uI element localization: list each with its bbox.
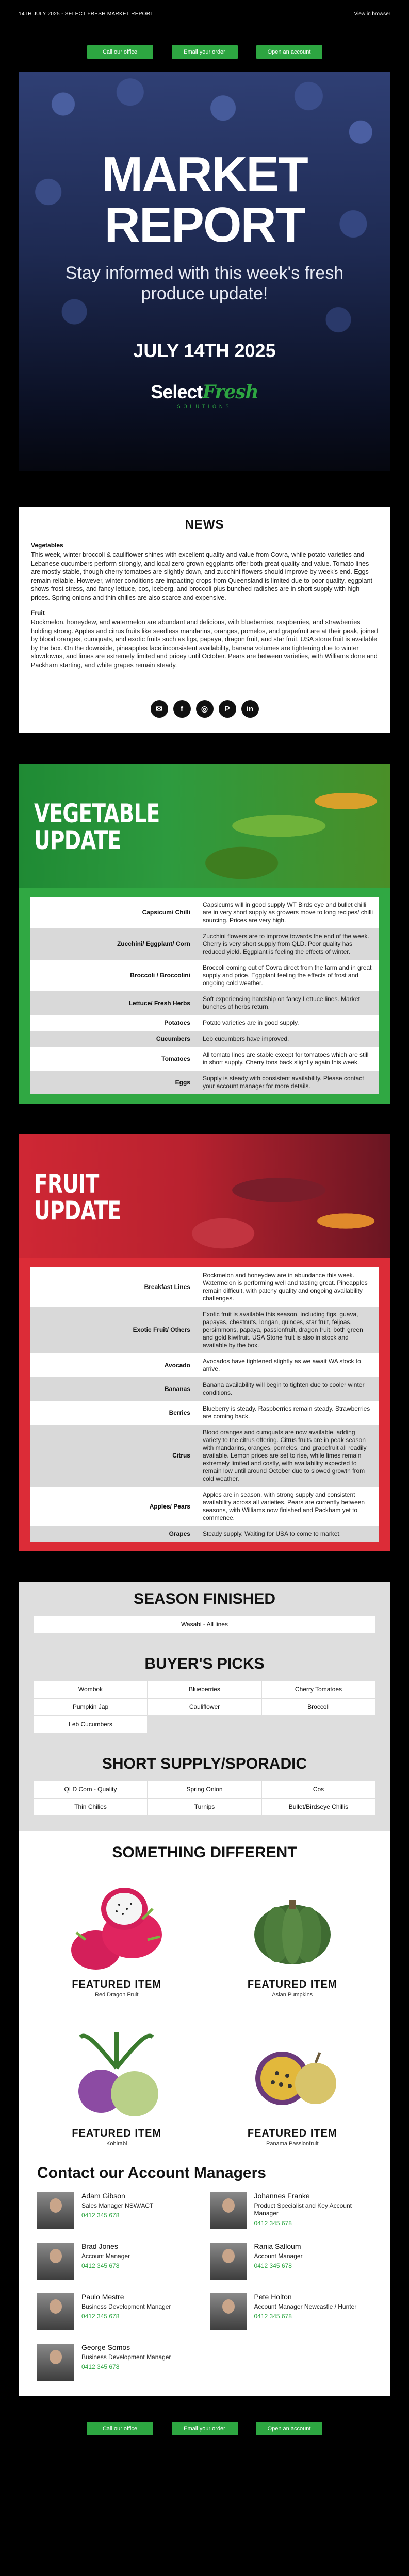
- hero-banner: [19, 72, 390, 471]
- contact-role: Sales Manager NSW/ACT: [81, 2202, 154, 2209]
- logo-fresh: Fresh: [202, 381, 258, 403]
- row-name: Berries: [169, 1409, 190, 1416]
- contact-name: Brad Jones: [81, 2242, 118, 2250]
- featured-name: Asian Pumpkins: [272, 1992, 313, 1998]
- table-row: [30, 1425, 379, 1487]
- featured-item: [205, 1873, 381, 1998]
- contact-role: Business Development Manager: [81, 2303, 171, 2310]
- avatar: [37, 2192, 74, 2229]
- top-button-row: [0, 45, 409, 59]
- row-name: Breakfast Lines: [144, 1283, 190, 1291]
- contact-phone[interactable]: 0412 345 678: [254, 2219, 292, 2227]
- row-desc: Zucchini flowers are to improve towards the end of the week. Cherry is very short supply from QLD. Poor quality has reduced yield. Eggplant is feeling the effects of winter.: [198, 928, 379, 960]
- news-veg-text: This week, winter broccoli & cauliflower shines with excellent quality and value from Covra, while potato varieties and Lebanese cucumbers perform strongly, and local zero-grown eggplants offer both great quality and value. Tomato lines are mostly stable, though cherry tomatoes are slightly down, and zucchini flowers should improve by week's end. Eggs remain reliable. However, winter conditions are impacting crops from Queensland is limited due to poor quality, eggplant shows frost stress, and fancy lettuce, cos, iceberg, and broccoli plus bunched radishes are in short supply with high prices. Spring onions and thin chilies are also scarce and expensive.: [31, 551, 372, 601]
- bottom-bar: [0, 2396, 409, 2468]
- kohlrabi-image: [65, 2022, 168, 2125]
- table-cell: Blueberries: [148, 1681, 261, 1698]
- asian-pumpkin-image: [241, 1873, 344, 1976]
- open-account-button[interactable]: Open an account: [256, 2422, 322, 2435]
- email-icon[interactable]: ✉: [151, 700, 168, 718]
- table-row: [30, 1047, 379, 1071]
- contacts-section: [19, 2162, 390, 2396]
- view-in-browser-link[interactable]: View in browser: [354, 11, 390, 17]
- table-cell: QLD Corn - Quality: [34, 1781, 147, 1798]
- featured-grid: [29, 1873, 380, 2147]
- facebook-icon[interactable]: f: [173, 700, 191, 718]
- table-row: [30, 960, 379, 991]
- contact-card: [37, 2293, 200, 2330]
- table-cell: Spring Onion: [148, 1781, 261, 1798]
- contact-card: [37, 2344, 200, 2381]
- vegetable-header-image: [19, 764, 390, 888]
- table-row: [30, 928, 379, 960]
- contacts-title: Contact our Account Managers: [37, 2164, 266, 2181]
- table-cell: [148, 1716, 261, 1733]
- featured-item: [29, 2022, 205, 2147]
- contact-name: Johannes Franke: [254, 2192, 310, 2200]
- contact-name: George Somos: [81, 2343, 130, 2351]
- row-desc: Apples are in season, with strong supply and consistent availability across all varieties. Pears are currently between seasons, with Williams now finished and Packham yet to commence.: [202, 1491, 365, 1521]
- table-row: [30, 1526, 379, 1542]
- email-order-button[interactable]: Email your order: [172, 2422, 238, 2435]
- featured-item: [29, 1873, 205, 1998]
- avatar: [210, 2293, 247, 2330]
- season-finished-table: [33, 1615, 376, 1634]
- avatar: [37, 2344, 74, 2381]
- news-section: [19, 507, 390, 690]
- contact-role: Account Manager Newcastle / Hunter: [254, 2303, 357, 2310]
- short-supply-table: [33, 1780, 376, 1816]
- preheader-text: 14TH JULY 2025 - SELECT FRESH MARKET REPORT: [19, 11, 154, 17]
- row-desc: Supply is steady with consistent availability. Please contact your account manager for more details.: [198, 1071, 379, 1094]
- buyers-picks-section: [19, 1645, 390, 1745]
- something-different-title: SOMETHING DIFFERENT: [112, 1844, 297, 1861]
- contact-card: [210, 2293, 372, 2330]
- news-fruit-heading: Fruit: [31, 609, 45, 616]
- news-veg-heading: Vegetables: [31, 541, 63, 549]
- row-name: Zucchini/ Eggplant/ Corn: [30, 928, 198, 960]
- featured-label: FEATURED ITEM: [72, 2128, 162, 2139]
- buyers-picks-title: BUYER'S PICKS: [144, 1655, 265, 1672]
- contact-role: Product Specialist and Key Account Manager: [254, 2202, 352, 2217]
- buyers-picks-table: [33, 1680, 376, 1734]
- featured-name: Kohlrabi: [106, 2141, 127, 2147]
- table-row: [30, 1307, 379, 1353]
- hero-title: [19, 149, 390, 250]
- vegetable-update-section: [19, 764, 390, 1104]
- short-supply-section: [19, 1745, 390, 1831]
- table-cell: Turnips: [148, 1799, 261, 1815]
- contact-phone[interactable]: 0412 345 678: [254, 2313, 292, 2320]
- row-name: Broccoli / Broccolini: [130, 972, 190, 979]
- passionfruit-image: [241, 2022, 344, 2125]
- table-row: [30, 991, 379, 1015]
- email-order-button[interactable]: Email your order: [172, 45, 238, 59]
- row-name: Eggs: [30, 1071, 198, 1094]
- row-desc: Capsicums will in good supply WT Birds eye and bullet chilli are in very short supply as growers move to long recipes/ chilli sourcing. Prices are very high.: [202, 901, 373, 924]
- featured-item: [205, 2022, 381, 2147]
- row-name: Lettuce/ Fresh Herbs: [30, 991, 198, 1015]
- select-fresh-logo: [19, 381, 390, 409]
- table-cell: Cauliflower: [148, 1699, 261, 1715]
- contact-name: Adam Gibson: [81, 2192, 125, 2200]
- row-name: Grapes: [30, 1526, 198, 1542]
- row-name: Tomatoes: [161, 1055, 190, 1062]
- contact-phone[interactable]: 0412 345 678: [254, 2262, 292, 2269]
- contact-card: [210, 2243, 372, 2280]
- table-row: [34, 1616, 375, 1633]
- contact-name: Pete Holton: [254, 2293, 292, 2301]
- row-desc: Potato varieties are in good supply.: [202, 1019, 299, 1026]
- row-name: Exotic Fruit/ Others: [30, 1307, 198, 1353]
- hero-subtitle: Stay informed with this week's fresh produce update!: [65, 263, 344, 303]
- table-row: [34, 1681, 375, 1698]
- vegetable-update-title: VEGETABLE UPDATE: [34, 799, 160, 855]
- featured-name: Red Dragon Fruit: [95, 1992, 139, 1998]
- vegetable-table: [30, 897, 379, 1094]
- logo-tagline: SOLUTIONS: [177, 404, 232, 409]
- row-name: Citrus: [30, 1425, 198, 1487]
- fruit-update-section: [19, 1134, 390, 1551]
- row-desc: Leb cucumbers have improved.: [198, 1031, 379, 1047]
- row-desc: Rockmelon and honeydew are in abundance this week. Watermelon is performing well and tasting great. Pineapples remain difficult, with patchy quality and ongoing availability challenges.: [202, 1272, 368, 1302]
- contact-card: [37, 2243, 200, 2280]
- table-row: [34, 1699, 375, 1715]
- table-cell: Cherry Tomatoes: [262, 1681, 375, 1698]
- pinterest-icon[interactable]: P: [219, 700, 236, 718]
- featured-label: FEATURED ITEM: [72, 1979, 162, 1990]
- table-row: [34, 1781, 375, 1798]
- contact-phone[interactable]: 0412 345 678: [81, 2212, 120, 2219]
- row-desc: Exotic fruit is available this season, including figs, guava, papayas, chestnuts, longan, quinces, star fruit, feijoas, persimmons, papaya, passionfruit, dragon fruit, both green and gold kiwifruit. USA Stone fruit is also in stock and available by the box.: [198, 1307, 379, 1353]
- table-cell: Cos: [262, 1781, 375, 1798]
- contact-name: Rania Salloum: [254, 2242, 301, 2250]
- row-desc: Soft experiencing hardship on fancy Lettuce lines. Market bunches of herbs return.: [198, 991, 379, 1015]
- contact-role: Account Manager: [254, 2252, 303, 2260]
- table-row: [34, 1716, 375, 1733]
- contact-card: [210, 2192, 372, 2229]
- contact-name: Paulo Mestre: [81, 2293, 124, 2301]
- table-cell: Thin Chilies: [34, 1799, 147, 1815]
- row-name: Bananas: [30, 1377, 198, 1401]
- season-finished-title: SEASON FINISHED: [133, 1590, 276, 1607]
- hero-date: JULY 14TH 2025: [133, 340, 276, 361]
- contact-phone[interactable]: 0412 345 678: [81, 2363, 120, 2370]
- table-row: [30, 1071, 379, 1094]
- table-cell: Wombok: [34, 1681, 147, 1698]
- table-cell: Leb Cucumbers: [34, 1716, 147, 1733]
- row-name: Capsicum/ Chilli: [142, 909, 190, 916]
- top-bar: [0, 0, 409, 72]
- fruit-table: [30, 1267, 379, 1542]
- table-cell: Pumpkin Jap: [34, 1699, 147, 1715]
- table-cell: Wasabi - All lines: [34, 1616, 375, 1633]
- avatar: [210, 2192, 247, 2229]
- hero-title-text: MARKET REPORT: [102, 147, 307, 252]
- avatar: [37, 2243, 74, 2280]
- news-heading: NEWS: [185, 518, 224, 532]
- avatar: [37, 2293, 74, 2330]
- bottom-button-row: [0, 2422, 409, 2435]
- row-desc: Blueberry is steady. Raspberries remain steady. Strawberries are coming back.: [202, 1405, 370, 1420]
- call-office-button[interactable]: Call our office: [87, 2422, 153, 2435]
- avatar: [210, 2243, 247, 2280]
- season-finished-section: [19, 1582, 390, 1645]
- call-office-button[interactable]: Call our office: [87, 45, 153, 59]
- instagram-icon[interactable]: ◎: [196, 700, 214, 718]
- table-cell: [262, 1716, 375, 1733]
- table-cell: Bullet/Birdseye Chillis: [262, 1799, 375, 1815]
- row-desc: Banana availability will begin to tighten due to cooler winter conditions.: [198, 1377, 379, 1401]
- fruit-header-image: [19, 1134, 390, 1258]
- dragon-fruit-image: [65, 1873, 168, 1976]
- contact-role: Business Development Manager: [81, 2353, 171, 2361]
- contact-card: [37, 2192, 200, 2229]
- something-different-section: [19, 1831, 390, 2162]
- contact-role: Account Manager: [81, 2252, 130, 2260]
- featured-label: FEATURED ITEM: [247, 2128, 337, 2139]
- social-links: [19, 690, 390, 733]
- open-account-button[interactable]: Open an account: [256, 45, 322, 59]
- logo-select: Select: [151, 381, 203, 402]
- news-fruit-text: Rockmelon, honeydew, and watermelon are abundant and delicious, with blueberries, raspberries, and strawberries holding strong. Apples and citrus fruits like seedless mandarins, oranges, pomelos, and grapefruit are at their peak, joined by blood oranges, cumquats, and exotic fruits such as figs, papaya, dragon fruit, and star fruit. USA stone fruit is available by the box. On the downside, pineapples face inconsistent availability, banana volumes are tightening due to winter slowdowns, and limes are extremely limited and pricey until October. Pears are between varieties, with Williams done and Packham starting, and white grapes remain steady.: [31, 619, 378, 669]
- table-row: [30, 897, 379, 928]
- featured-label: FEATURED ITEM: [247, 1979, 337, 1990]
- table-row: [30, 1401, 379, 1425]
- table-row: [30, 1353, 379, 1377]
- linkedin-icon[interactable]: in: [241, 700, 259, 718]
- contact-phone[interactable]: 0412 345 678: [81, 2262, 120, 2269]
- table-cell: Broccoli: [262, 1699, 375, 1715]
- table-row: [30, 1031, 379, 1047]
- row-name: Potatoes: [164, 1019, 190, 1026]
- contacts-grid: [37, 2192, 372, 2381]
- row-desc: Avocados have tightened slightly as we await WA stock to arrive.: [202, 1358, 361, 1372]
- row-desc: All tomato lines are stable except for tomatoes which are still in short supply. Cherry tons back slightly again this week.: [202, 1051, 369, 1066]
- row-name: Cucumbers: [30, 1031, 198, 1047]
- row-desc: Broccoli coming out of Covra direct from the farm and in great supply and price. Eggplant feeling the effects of frost and ongoing cold weather.: [202, 964, 372, 987]
- featured-name: Panama Passionfruit: [266, 2141, 319, 2147]
- row-name: Avocado: [164, 1361, 190, 1369]
- contact-phone[interactable]: 0412 345 678: [81, 2313, 120, 2320]
- row-name: Apples/ Pears: [149, 1502, 190, 1510]
- table-row: [30, 1015, 379, 1031]
- fruit-update-title: FRUIT UPDATE: [34, 1169, 121, 1226]
- table-row: [30, 1377, 379, 1401]
- row-desc: Steady supply. Waiting for USA to come to market.: [198, 1526, 379, 1542]
- table-row: [30, 1487, 379, 1526]
- table-row: [30, 1267, 379, 1307]
- short-supply-title: SHORT SUPPLY/SPORADIC: [102, 1755, 307, 1772]
- table-row: [34, 1799, 375, 1815]
- row-desc: Blood oranges and cumquats are now available, adding variety to the citrus offering. Citrus fruits are in peak season with mandarins, oranges, pomelos, and grapefruit all readily available. Lemon prices are set to rise, while limes remain extremely limited and costly, with availability expected to remain low until around October due to slowed growth from cold weather.: [198, 1425, 379, 1487]
